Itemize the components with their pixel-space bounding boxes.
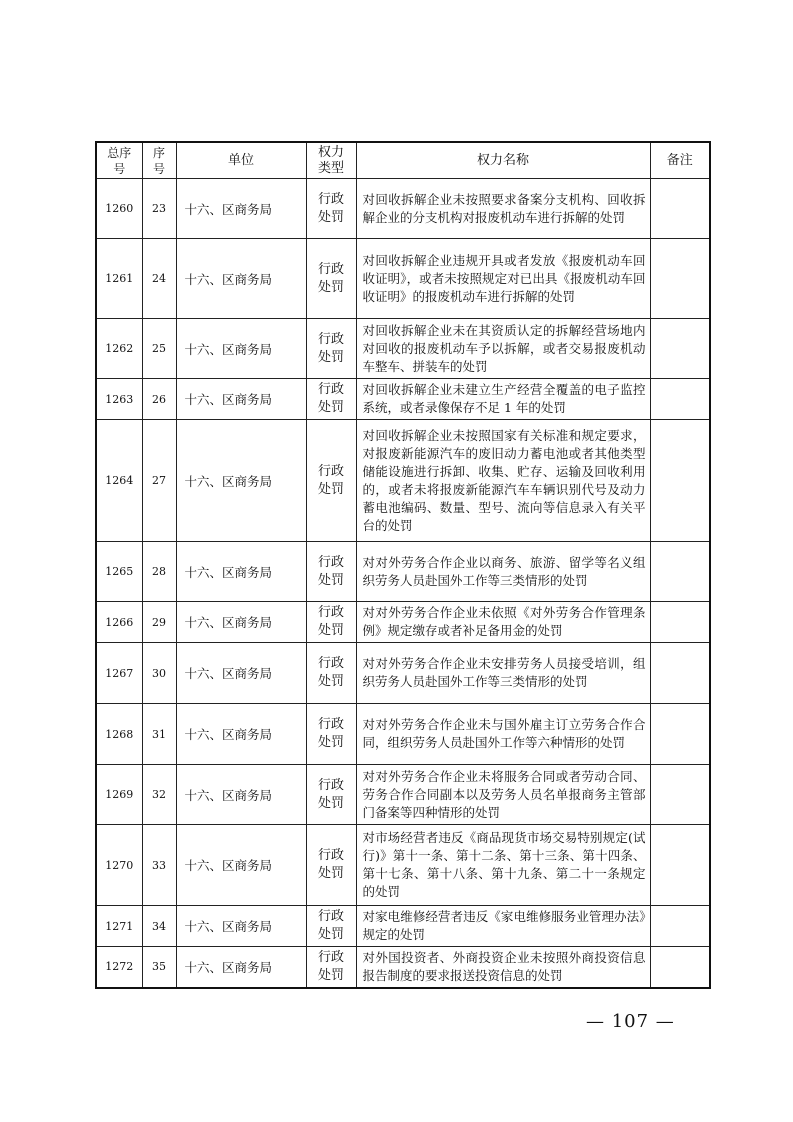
table-header-row [96,142,710,179]
cell-power-name: 对对外劳务合作企业未依照《对外劳务合作管理条例》规定缴存或者补足备用金的处罚 [356,602,650,643]
cell-note [650,704,710,765]
power-list-table [95,141,711,989]
cell-power-type: 行政处罚 [306,602,356,643]
cell-unit: 十六、区商务局 [176,765,306,825]
table-row [96,765,710,825]
cell-unit: 十六、区商务局 [176,319,306,379]
cell-total-number: 1268 [96,704,142,765]
cell-total-number: 1261 [96,239,142,319]
cell-note [650,379,710,420]
cell-note [650,765,710,825]
cell-note [650,420,710,542]
header-note: 备注 [650,142,710,179]
cell-power-name: 对家电维修经营者违反《家电维修服务业管理办法》规定的处罚 [356,906,650,947]
cell-total-number: 1264 [96,420,142,542]
cell-total-number: 1269 [96,765,142,825]
table-row [96,947,710,988]
cell-sequence-number: 23 [142,179,176,239]
cell-power-type: 行政处罚 [306,825,356,906]
cell-note [650,319,710,379]
cell-power-type: 行政处罚 [306,420,356,542]
cell-note [650,825,710,906]
cell-total-number: 1263 [96,379,142,420]
cell-power-name: 对回收拆解企业未按照国家有关标准和规定要求，对报废新能源汽车的废旧动力蓄电池或者其他类型储能设施进行拆卸、收集、贮存、运输及回收利用的，或者未将报废新能源汽车车辆识别代号及动力蓄电池编码、数量、型号、流向等信息录入有关平台的处罚 [356,420,650,542]
cell-total-number: 1271 [96,906,142,947]
cell-sequence-number: 27 [142,420,176,542]
cell-unit: 十六、区商务局 [176,239,306,319]
cell-power-type: 行政处罚 [306,239,356,319]
cell-unit: 十六、区商务局 [176,825,306,906]
table-row [96,379,710,420]
cell-sequence-number: 24 [142,239,176,319]
header-sequence-number: 序号 [142,142,176,179]
table-row [96,420,710,542]
cell-note [650,643,710,704]
cell-power-name: 对对外劳务合作企业未将服务合同或者劳动合同、劳务合作合同副本以及劳务人员名单报商务主管部门备案等四种情形的处罚 [356,765,650,825]
cell-note [650,179,710,239]
cell-power-type: 行政处罚 [306,542,356,602]
header-total-number: 总序号 [96,142,142,179]
cell-total-number: 1272 [96,947,142,988]
cell-sequence-number: 34 [142,906,176,947]
cell-unit: 十六、区商务局 [176,179,306,239]
table-row [96,179,710,239]
cell-power-name: 对对外劳务合作企业未与国外雇主订立劳务合作合同，组织劳务人员赴国外工作等六种情形的处罚 [356,704,650,765]
cell-sequence-number: 30 [142,643,176,704]
cell-sequence-number: 29 [142,602,176,643]
cell-power-type: 行政处罚 [306,319,356,379]
cell-power-type: 行政处罚 [306,765,356,825]
cell-unit: 十六、区商务局 [176,906,306,947]
header-power-name: 权力名称 [356,142,650,179]
cell-note [650,947,710,988]
cell-power-type: 行政处罚 [306,906,356,947]
header-unit: 单位 [176,142,306,179]
table-row [96,906,710,947]
table-row [96,825,710,906]
cell-power-type: 行政处罚 [306,643,356,704]
cell-sequence-number: 26 [142,379,176,420]
cell-sequence-number: 28 [142,542,176,602]
header-power-type: 权力类型 [306,142,356,179]
table-body [96,179,710,988]
cell-note [650,602,710,643]
table-row [96,319,710,379]
cell-power-name: 对回收拆解企业未在其资质认定的拆解经营场地内对回收的报废机动车予以拆解，或者交易报废机动车整车、拼装车的处罚 [356,319,650,379]
table-row [96,542,710,602]
cell-power-name: 对对外劳务合作企业以商务、旅游、留学等名义组织劳务人员赴国外工作等三类情形的处罚 [356,542,650,602]
cell-total-number: 1266 [96,602,142,643]
cell-power-type: 行政处罚 [306,947,356,988]
cell-total-number: 1260 [96,179,142,239]
cell-sequence-number: 31 [142,704,176,765]
cell-power-type: 行政处罚 [306,179,356,239]
cell-total-number: 1262 [96,319,142,379]
cell-unit: 十六、区商务局 [176,542,306,602]
cell-total-number: 1270 [96,825,142,906]
page-number: — 107 — [586,1011,675,1032]
table-row [96,239,710,319]
cell-total-number: 1267 [96,643,142,704]
cell-power-name: 对回收拆解企业未建立生产经营全覆盖的电子监控系统，或者录像保存不足 1 年的处罚 [356,379,650,420]
cell-power-name: 对市场经营者违反《商品现货市场交易特别规定(试行)》第十一条、第十二条、第十三条、第十四条、第十七条、第十八条、第十九条、第二十一条规定的处罚 [356,825,650,906]
cell-unit: 十六、区商务局 [176,602,306,643]
cell-power-name: 对回收拆解企业未按照要求备案分支机构、回收拆解企业的分支机构对报废机动车进行拆解的处罚 [356,179,650,239]
cell-note [650,239,710,319]
cell-sequence-number: 35 [142,947,176,988]
cell-power-name: 对回收拆解企业违规开具或者发放《报废机动车回收证明》，或者未按照规定对已出具《报废机动车回收证明》的报废机动车进行拆解的处罚 [356,239,650,319]
cell-power-type: 行政处罚 [306,379,356,420]
cell-sequence-number: 25 [142,319,176,379]
cell-note [650,542,710,602]
table-row [96,643,710,704]
cell-unit: 十六、区商务局 [176,704,306,765]
cell-sequence-number: 33 [142,825,176,906]
cell-sequence-number: 32 [142,765,176,825]
cell-power-name: 对外国投资者、外商投资企业未按照外商投资信息报告制度的要求报送投资信息的处罚 [356,947,650,988]
cell-unit: 十六、区商务局 [176,420,306,542]
cell-power-name: 对对外劳务合作企业未安排劳务人员接受培训，组织劳务人员赴国外工作等三类情形的处罚 [356,643,650,704]
cell-total-number: 1265 [96,542,142,602]
table-row [96,704,710,765]
cell-note [650,906,710,947]
cell-unit: 十六、区商务局 [176,379,306,420]
table-row [96,602,710,643]
cell-unit: 十六、区商务局 [176,947,306,988]
cell-unit: 十六、区商务局 [176,643,306,704]
cell-power-type: 行政处罚 [306,704,356,765]
